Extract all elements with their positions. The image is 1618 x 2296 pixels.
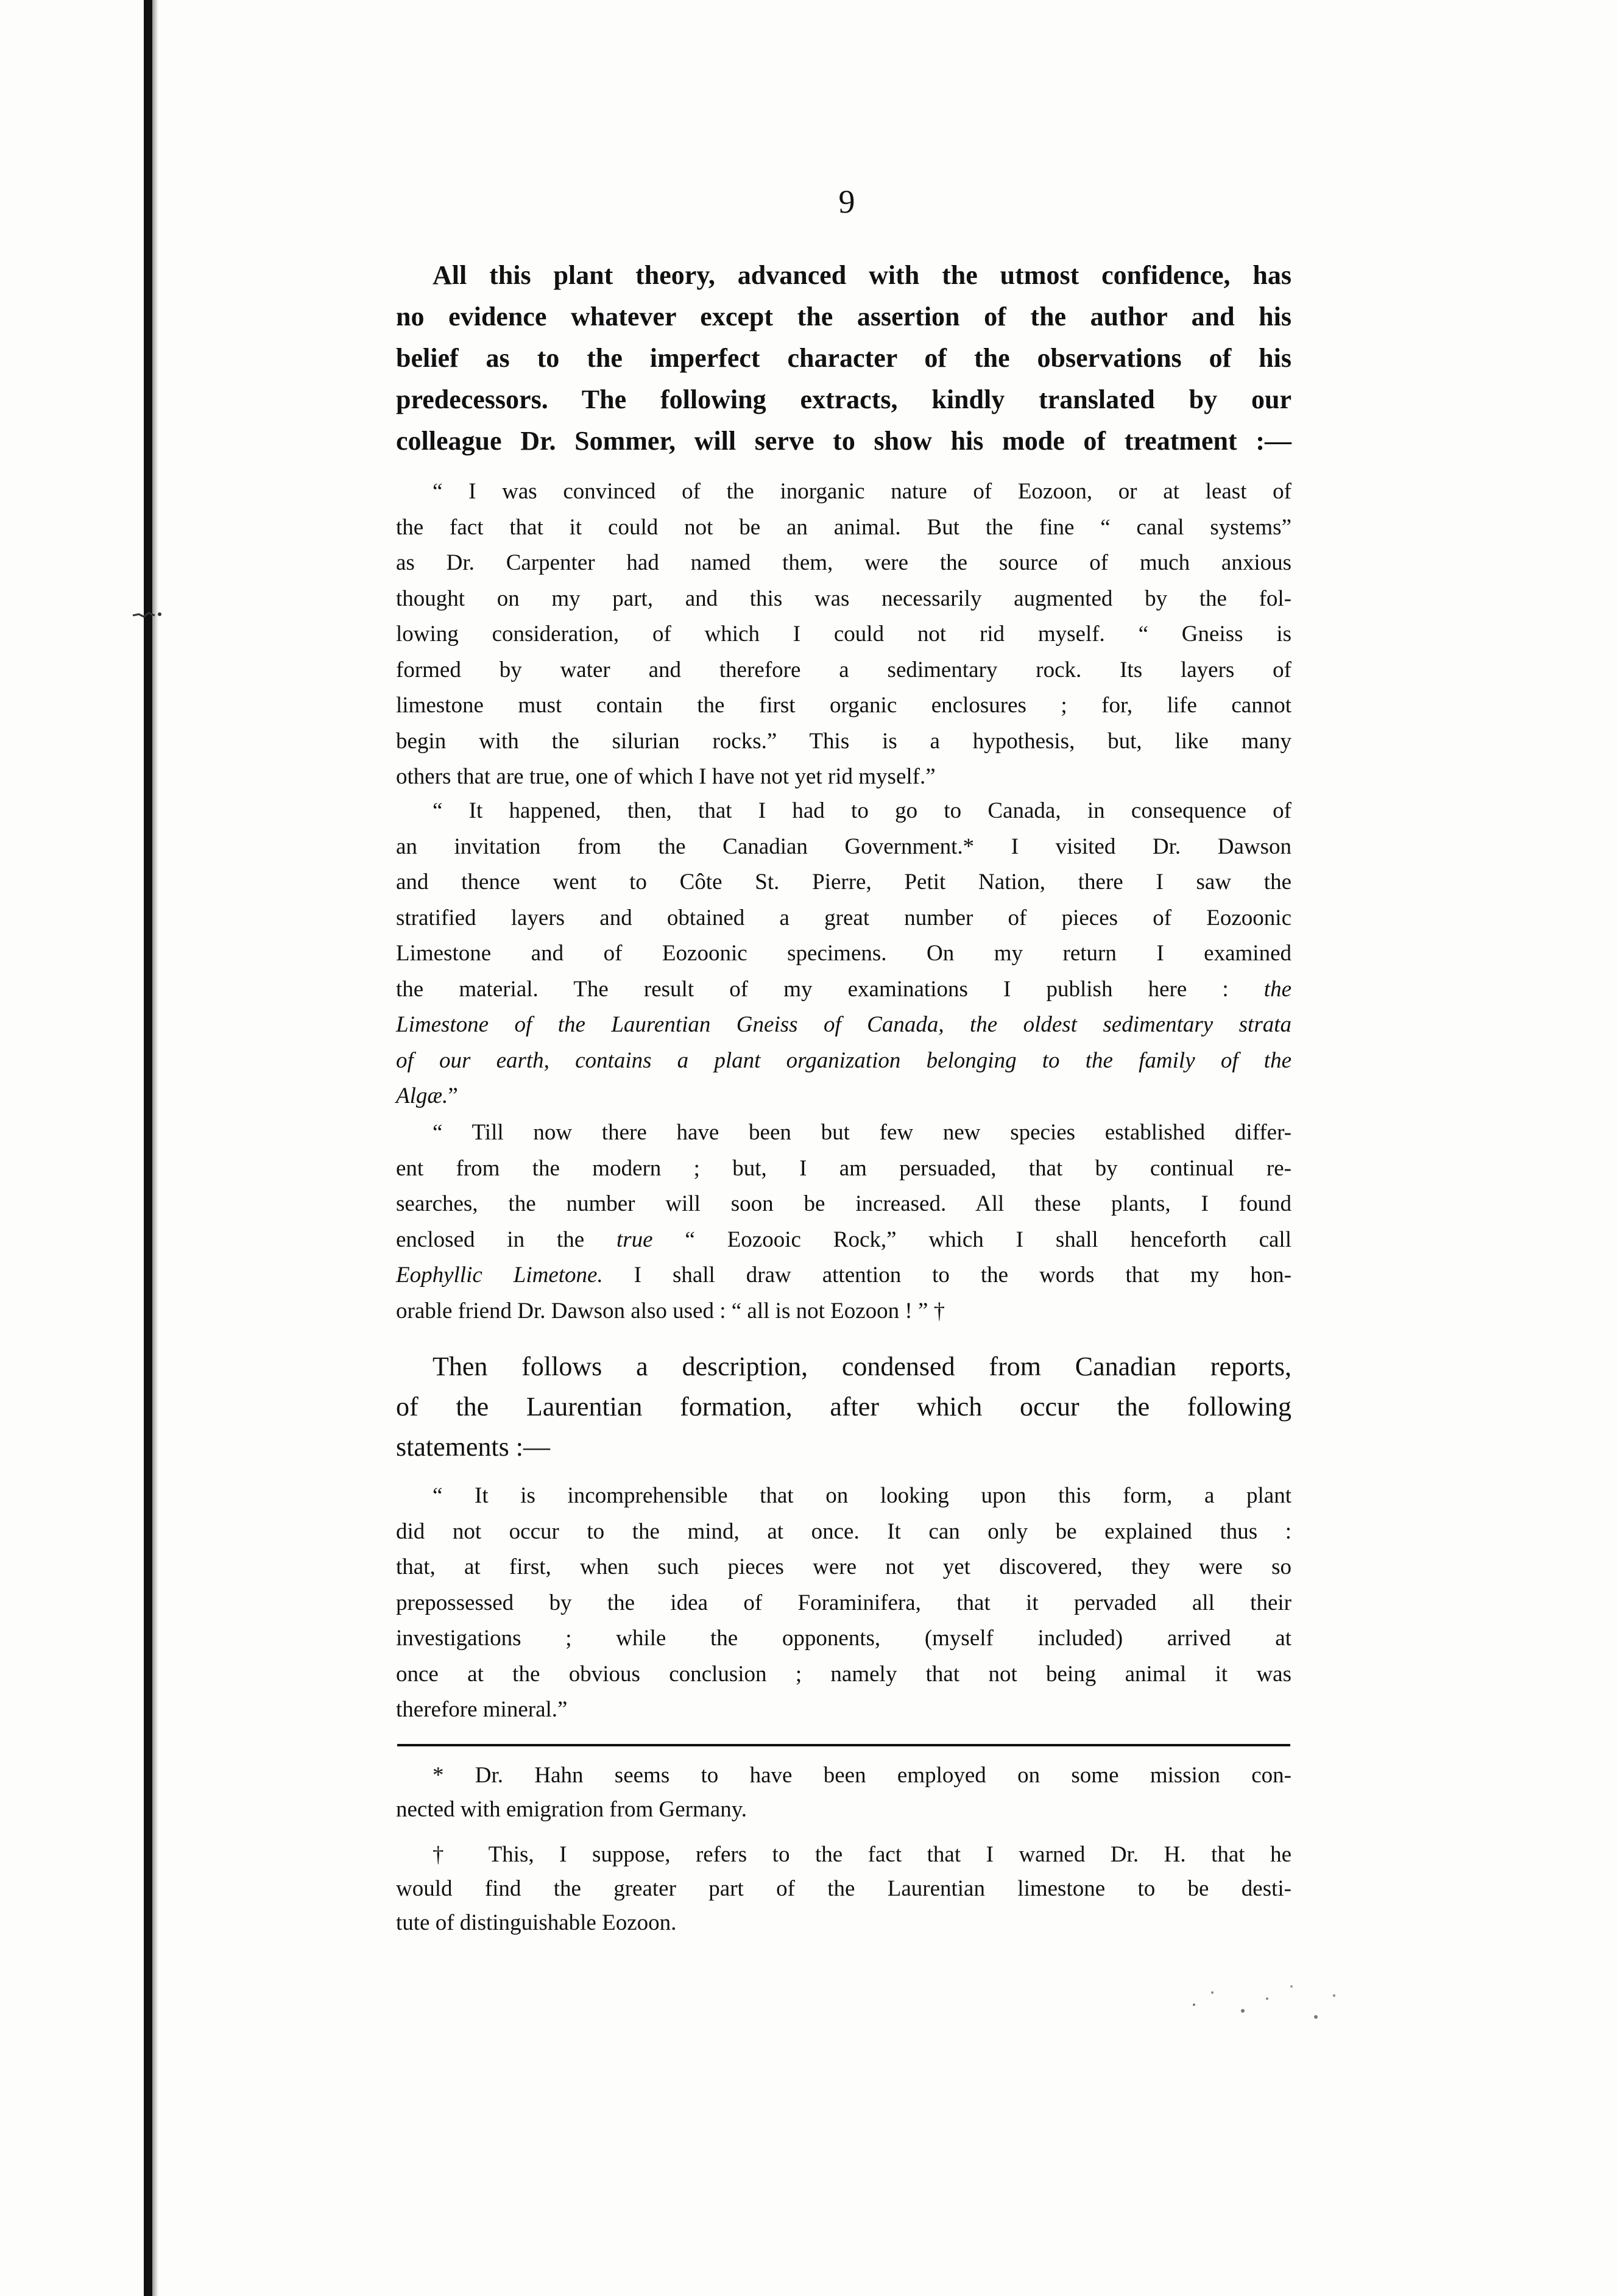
text-line: as Dr. Carpenter had named them, were the source of much anxious	[396, 550, 1291, 575]
text-run: I shall draw attention to the words that my hon-	[602, 1263, 1291, 1288]
text-line: “ Till now there have been but few new species established differ-	[433, 1120, 1291, 1145]
text-line: “ I was convinced of the inorganic nature of Eozoon, or at least of	[433, 479, 1291, 504]
text-line: once at the obvious conclusion ; namely that not being animal it was	[396, 1661, 1291, 1687]
italic-run: Limestone of the Laurentian Gneiss of Canada, the oldest sedimentary strata	[396, 1012, 1291, 1037]
narrative-paragraph	[396, 1347, 1291, 1467]
text-line: prepossessed by the idea of Foraminifera, that it pervaded all their	[396, 1590, 1291, 1615]
text-line: that, at first, when such pieces were not yet discovered, they were so	[396, 1554, 1291, 1579]
text-line	[396, 1079, 1291, 1114]
text-line: orable friend Dr. Dawson also used : “ all is not Eozoon ! ” †	[396, 1298, 945, 1323]
italic-run: Eophyllic Limetone.	[396, 1263, 603, 1288]
italic-run: Algæ.	[396, 1083, 448, 1108]
footnote-divider	[397, 1744, 1290, 1746]
footnote-dagger	[396, 1838, 1291, 1940]
intro-paragraph	[396, 255, 1291, 462]
footnote-star	[396, 1759, 1291, 1827]
text-line: others that are true, one of which I have not yet rid myself.”	[396, 764, 936, 789]
text-line: nected with emigration from Germany.	[396, 1797, 747, 1822]
italic-run: the	[1263, 976, 1291, 1002]
text-line: of the Laurentian formation, after which occur the following	[396, 1392, 1291, 1422]
text-run: the material. The result of my examinations I publish here :	[396, 976, 1229, 1002]
text-run: enclosed in the	[396, 1227, 616, 1252]
text-line: searches, the number will soon be increased. All these plants, I found	[396, 1191, 1291, 1216]
scan-bleed-mark	[130, 607, 167, 625]
text-line	[396, 1222, 1291, 1258]
text-line: an invitation from the Canadian Government.* I visited Dr. Dawson	[396, 834, 1291, 859]
text-run: ”	[448, 1083, 458, 1108]
text-line: Then follows a description, condensed from Canadian reports,	[433, 1352, 1291, 1381]
scan-specks	[1176, 1968, 1346, 2041]
binding-edge	[144, 0, 152, 2296]
text-line: statements :—	[396, 1432, 550, 1462]
page-number: 9	[838, 183, 855, 220]
text-line: * Dr. Hahn seems to have been employed on some mission con-	[433, 1763, 1291, 1788]
text-line	[396, 1258, 1291, 1294]
text-line: therefore mineral.”	[396, 1697, 568, 1722]
text-line: “ It is incomprehensible that on looking upon this form, a plant	[433, 1483, 1291, 1508]
text-line: would find the greater part of the Laurentian limestone to be desti-	[396, 1876, 1291, 1901]
text-line	[396, 1007, 1291, 1043]
text-line: no evidence whatever except the assertion of the author and his	[396, 302, 1291, 331]
binding-shadow	[152, 0, 158, 2296]
text-line: limestone must contain the first organic enclosures ; for, life cannot	[396, 693, 1291, 718]
text-line: stratified layers and obtained a great number of pieces of Eozoonic	[396, 905, 1291, 930]
text-line	[396, 972, 1291, 1008]
text-line: formed by water and therefore a sedimentary rock. Its layers of	[396, 657, 1291, 682]
quote-paragraph-2	[396, 793, 1291, 1114]
text-line: “ It happened, then, that I had to go to Canada, in consequence of	[433, 798, 1291, 823]
text-line: belief as to the imperfect character of the observations of his	[396, 343, 1291, 373]
quote-paragraph-4	[396, 1478, 1291, 1728]
quote-paragraph-3	[396, 1115, 1291, 1329]
text-line: predecessors. The following extracts, kindly translated by our	[396, 384, 1291, 414]
text-line: † This, I suppose, refers to the fact that I warned Dr. H. that he	[433, 1842, 1291, 1867]
text-line: the fact that it could not be an animal. But the fine “ canal systems”	[396, 514, 1291, 540]
text-line: All this plant theory, advanced with the utmost confidence, has	[433, 260, 1291, 290]
text-line	[396, 1043, 1291, 1079]
text-line: and thence went to Côte St. Pierre, Petit Nation, there I saw the	[396, 870, 1291, 895]
quote-paragraph-1	[396, 474, 1291, 795]
text-line: tute of distinguishable Eozoon.	[396, 1910, 677, 1935]
text-line: investigations ; while the opponents, (myself included) arrived at	[396, 1626, 1291, 1651]
text-line: begin with the silurian rocks.” This is a hypothesis, but, like many	[396, 728, 1291, 754]
text-line: colleague Dr. Sommer, will serve to show his mode of treatment :—	[396, 426, 1291, 456]
italic-run: true	[616, 1227, 653, 1252]
text-line: Limestone and of Eozoonic specimens. On my return I examined	[396, 941, 1291, 966]
text-run: “ Eozooic Rock,” which I shall henceforth call	[652, 1227, 1291, 1252]
text-line: did not occur to the mind, at once. It can only be explained thus :	[396, 1518, 1291, 1544]
text-line: lowing consideration, of which I could not rid myself. “ Gneiss is	[396, 622, 1291, 647]
text-line: ent from the modern ; but, I am persuaded, that by continual re-	[396, 1155, 1291, 1181]
italic-run: of our earth, contains a plant organization belonging to the family of the	[396, 1047, 1291, 1073]
text-line: thought on my part, and this was necessarily augmented by the fol-	[396, 586, 1291, 611]
